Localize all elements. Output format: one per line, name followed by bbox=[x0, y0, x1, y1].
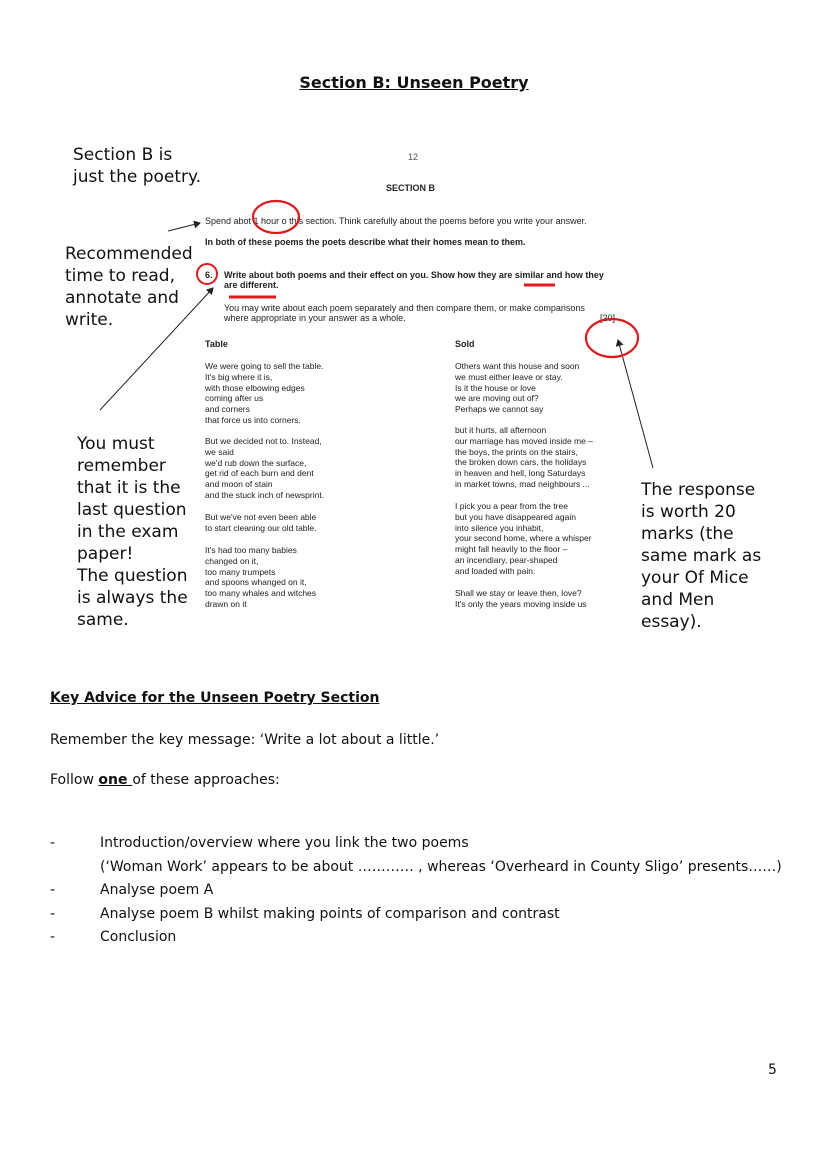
annotation-line: Recommended bbox=[65, 244, 193, 264]
poem1-stanza: We were going to sell the table. It's big where it is, with those elbowing edges coming after us and corners that force us into corners. bbox=[205, 361, 324, 425]
key-message: Remember the key message: ‘Write a lot about a little.’ bbox=[50, 732, 440, 748]
arrow-remember bbox=[100, 288, 213, 410]
instruction-part2: this section. Think carefully about the poems before you write your answer. bbox=[289, 216, 587, 226]
poem2-title: Sold bbox=[455, 339, 475, 349]
list-item-subtext: (‘Woman Work’ appears to be about ………… , whereas ‘Overheard in County Sligo’ presents……) bbox=[100, 858, 782, 875]
poem1-stanza: It's had too many babies changed on it, too many trumpets and spoons whanged on it, too many whales and witches drawn on it bbox=[205, 545, 317, 609]
approach-list bbox=[50, 832, 810, 950]
list-item bbox=[50, 926, 810, 950]
list-item-text: Conclusion bbox=[100, 929, 177, 945]
bullet-dash: - bbox=[50, 882, 56, 898]
annotation-line: same mark as bbox=[641, 546, 762, 566]
list-item bbox=[50, 903, 810, 927]
poem1-stanza: But we've not even been able to start cleaning our old table. bbox=[205, 512, 317, 533]
annotation-line: and Men bbox=[641, 590, 715, 610]
annotation-line: is always the bbox=[77, 588, 188, 608]
instruction-part1: Spend abo bbox=[205, 216, 249, 226]
annotation-line: remember bbox=[77, 456, 166, 476]
exam-intro: In both of these poems the poets describe what their homes mean to them. bbox=[205, 237, 526, 247]
list-item-text: Analyse poem B whilst making points of comparison and contrast bbox=[100, 905, 560, 922]
annotation-line: same. bbox=[77, 610, 129, 630]
arrow-worth bbox=[618, 340, 653, 468]
annotation-line: your Of Mice bbox=[641, 568, 749, 588]
bullet-dash: - bbox=[50, 835, 56, 851]
poem2-stanza: I pick you a pear from the tree but you have disappeared again into silence you inhabit, your second home, where a whisper might fall heavily to the floor – an incendiary, pear-shaped and loaded with pain. bbox=[455, 501, 592, 576]
annotation-line: Section B is bbox=[73, 145, 173, 165]
bullet-dash: - bbox=[50, 905, 56, 922]
circle-marks bbox=[586, 319, 638, 357]
question-line-2: are different. bbox=[224, 280, 279, 290]
annotation-line: is worth 20 bbox=[641, 502, 736, 522]
annotation-line: write. bbox=[65, 310, 114, 330]
annotation-line: in the exam bbox=[77, 522, 179, 542]
list-item-text: Introduction/overview where you link the two poems bbox=[100, 835, 469, 851]
question-line-1: Write about both poems and their effect on you. Show how they are similar and how they bbox=[224, 270, 604, 280]
page-number: 5 bbox=[768, 1062, 777, 1078]
annotation-line: You must bbox=[77, 434, 155, 454]
annotation-line: just the poetry. bbox=[73, 167, 202, 187]
annotation-line: that it is the bbox=[77, 478, 181, 498]
annotation-line: last question bbox=[77, 500, 187, 520]
list-item bbox=[50, 832, 810, 879]
annotation-line: The response bbox=[641, 480, 756, 500]
follow-text: of these approaches: bbox=[132, 772, 280, 788]
page-title: Section B: Unseen Poetry bbox=[299, 73, 529, 92]
key-advice-heading: Key Advice for the Unseen Poetry Section bbox=[50, 690, 380, 706]
arrow-section-b bbox=[168, 223, 200, 231]
poem2-stanza: Others want this house and soon we must either leave or stay. Is it the house or love we are moving out of? Perhaps we cannot say bbox=[455, 361, 580, 415]
circle-one-hour bbox=[253, 201, 299, 233]
guidance-line-2: where appropriate in your answer as a whole. bbox=[224, 313, 406, 323]
annotation-line: paper! bbox=[77, 544, 134, 564]
guidance-line-1: You may write about each poem separately and then compare them, or make comparisons bbox=[224, 303, 585, 313]
poem1-stanza: But we decided not to. Instead, we said we'd rub down the surface, get rid of each burn and dent and moon of stain and the stuck inch of newsprint. bbox=[205, 436, 325, 500]
annotation-line: annotate and bbox=[65, 288, 179, 308]
poem2-stanza: Shall we stay or leave then, love? It's only the years moving inside us bbox=[455, 588, 587, 609]
question-number: 6. bbox=[205, 270, 213, 280]
follow-emphasis: one bbox=[98, 772, 133, 788]
instruction-circled: t 1 hour o bbox=[248, 216, 287, 226]
exam-page-number: 12 bbox=[408, 152, 419, 162]
circle-question-number bbox=[197, 264, 217, 284]
annotation-line: marks (the bbox=[641, 524, 734, 544]
poem1-title: Table bbox=[205, 339, 228, 349]
follow-text: Follow bbox=[50, 772, 99, 788]
list-item-text: Analyse poem A bbox=[100, 882, 214, 898]
annotation-line: The question bbox=[77, 566, 188, 586]
follow-approaches bbox=[50, 772, 280, 788]
poem2-stanza: but it hurts, all afternoon our marriage has moved inside me – the boys, the prints on the stairs, the broken down cars, the holidays in heaven and hell, long Saturdays in market towns, mad neighbours ... bbox=[455, 425, 593, 489]
exam-section-heading: SECTION B bbox=[386, 183, 436, 193]
list-item bbox=[50, 879, 810, 903]
annotation-line: essay). bbox=[641, 612, 702, 632]
marks-label: [20] bbox=[600, 313, 616, 323]
annotation-line: time to read, bbox=[65, 266, 175, 286]
bullet-dash: - bbox=[50, 929, 56, 945]
